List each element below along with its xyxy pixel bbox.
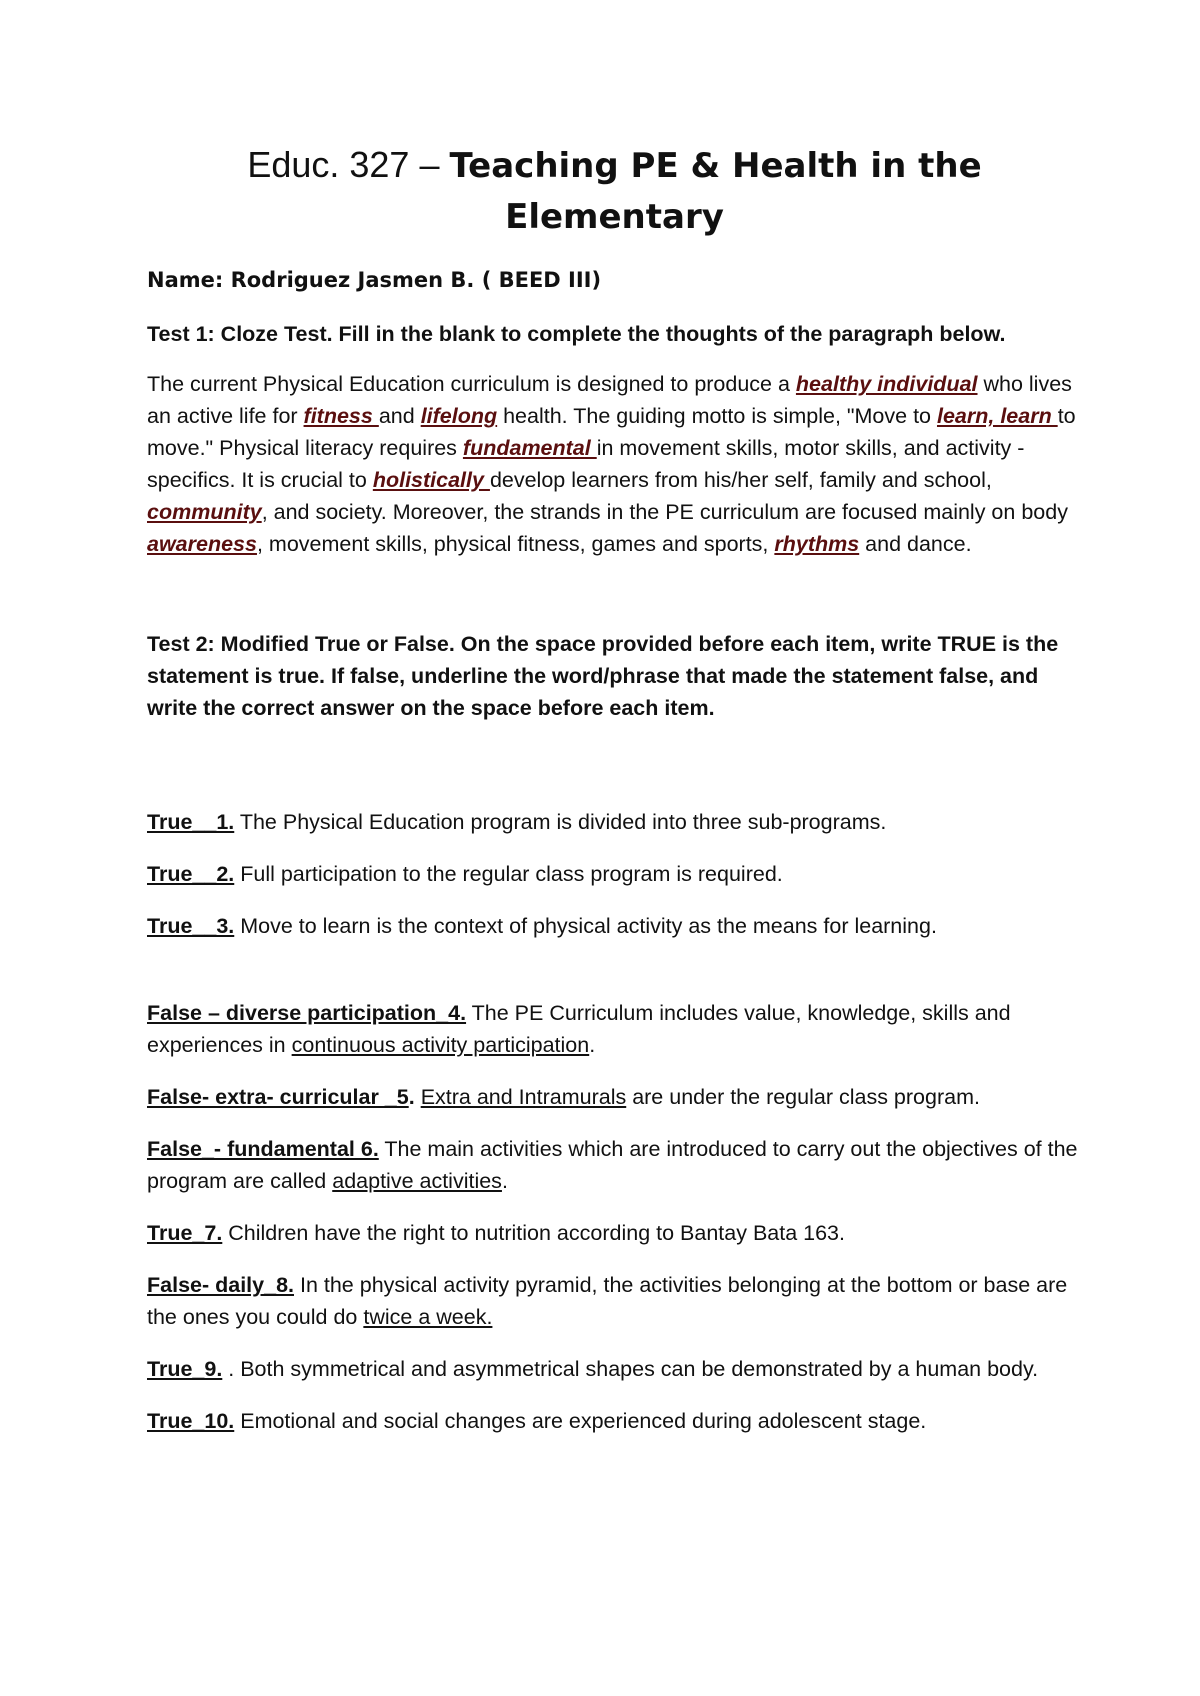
spacer [147,962,1082,997]
underlined-phrase: twice a week. [363,1305,493,1329]
tf-item-6 [147,1133,1082,1197]
answer-label: True__3. [147,914,235,938]
answer-blank: community [147,500,262,524]
answer-blank: fundamental [462,436,597,460]
item-text: The PE Curriculum includes value, knowledge, skills and experiences in [147,1001,1011,1057]
answer-label: True_7. [147,1221,223,1245]
answer-blank: fitness [303,404,379,428]
answer-blank: rhythms [774,532,860,556]
item-text: The main activities which are introduced to carry out the objectives of the program are called [147,1137,1078,1193]
tf-item-3 [147,910,1082,942]
text: in movement skills, motor skills, and activity - specifics. It is crucial to [147,436,1025,492]
document-page [147,140,1082,1457]
text: , movement skills, physical fitness, games and sports, [256,532,775,556]
item-text: The Physical Education program is divided into three sub-programs. [234,810,887,834]
spacer [147,742,1082,806]
underlined-phrase: Extra and Intramurals [420,1085,627,1109]
text: , and society. Moreover, the strands in the PE curriculum are focused mainly on body [261,500,1068,524]
text: and [378,404,421,428]
test1-heading: Test 1: Cloze Test. Fill in the blank to complete the thoughts of the paragraph below. [147,322,1006,346]
text: to move." Physical literacy requires [147,404,1076,460]
text: The current Physical Education curriculum is designed to produce a [147,372,796,396]
item-text: Move to learn is the context of physical activity as the means for learning. [234,914,937,938]
answer-blank: holistically [372,468,490,492]
underlined-phrase: continuous activity participation [291,1033,590,1057]
answer-label: True__2. [147,862,235,886]
course-title: Teaching PE & Health in the Elementary [449,146,982,237]
student-name: Name: Rodriguez Jasmen B. ( BEED III) [147,268,602,292]
item-text: In the physical activity pyramid, the activities belonging at the bottom or base are the ones you could do [147,1273,1068,1329]
text: and dance. [859,532,972,556]
item-text: Full participation to the regular class program is required. [234,862,783,886]
answer-blank: healthy individual [795,372,978,396]
item-text: . [589,1033,596,1057]
course-code: Educ. 327 – [247,144,450,185]
answer-blank: learn, learn [936,404,1058,428]
answer-label: True_9. [147,1357,223,1381]
answer-blank: lifelong [420,404,498,428]
answer-label: False- daily_8. [147,1273,294,1297]
item-text: Emotional and social changes are experienced during adolescent stage. [234,1409,927,1433]
tf-item-1 [147,806,1082,838]
underlined-phrase: adaptive activities [332,1169,502,1193]
answer-label: False – diverse participation_4. [147,1001,467,1025]
item-text: are under the regular class program. [626,1085,980,1109]
spacer [147,560,1082,628]
item-text: Children have the right to nutrition according to Bantay Bata 163. [222,1221,845,1245]
answer-blank: awareness [147,532,257,556]
tf-item-2 [147,858,1082,890]
tf-item-10 [147,1405,1082,1437]
answer-label: False_- fundamental 6. [147,1137,379,1161]
text: develop learners from his/her self, family and school, [489,468,992,492]
item-number-dot: . [408,1085,415,1109]
answer-label: False- extra- curricular _5 [147,1085,409,1109]
tf-item-5 [147,1081,1082,1113]
answer-label: True_10. [147,1409,235,1433]
test2-heading: Test 2: Modified True or False. On the space provided before each item, write TRUE is the statement is true. If false, underline the word/phrase that made the statement false, and write the correct answer on the space before each item. [147,632,1059,720]
test1-paragraph [147,368,1082,560]
text: health. The guiding motto is simple, "Move to [497,404,937,428]
tf-item-7 [147,1217,1082,1249]
answer-label: True__1. [147,810,235,834]
tf-item-4 [147,997,1082,1061]
item-text: . [501,1169,508,1193]
text: who lives an active life for [147,372,1072,428]
item-text: . Both symmetrical and asymmetrical shapes can be demonstrated by a human body. [222,1357,1039,1381]
tf-item-8 [147,1269,1082,1333]
tf-item-9 [147,1353,1082,1385]
page-title [147,140,1082,242]
